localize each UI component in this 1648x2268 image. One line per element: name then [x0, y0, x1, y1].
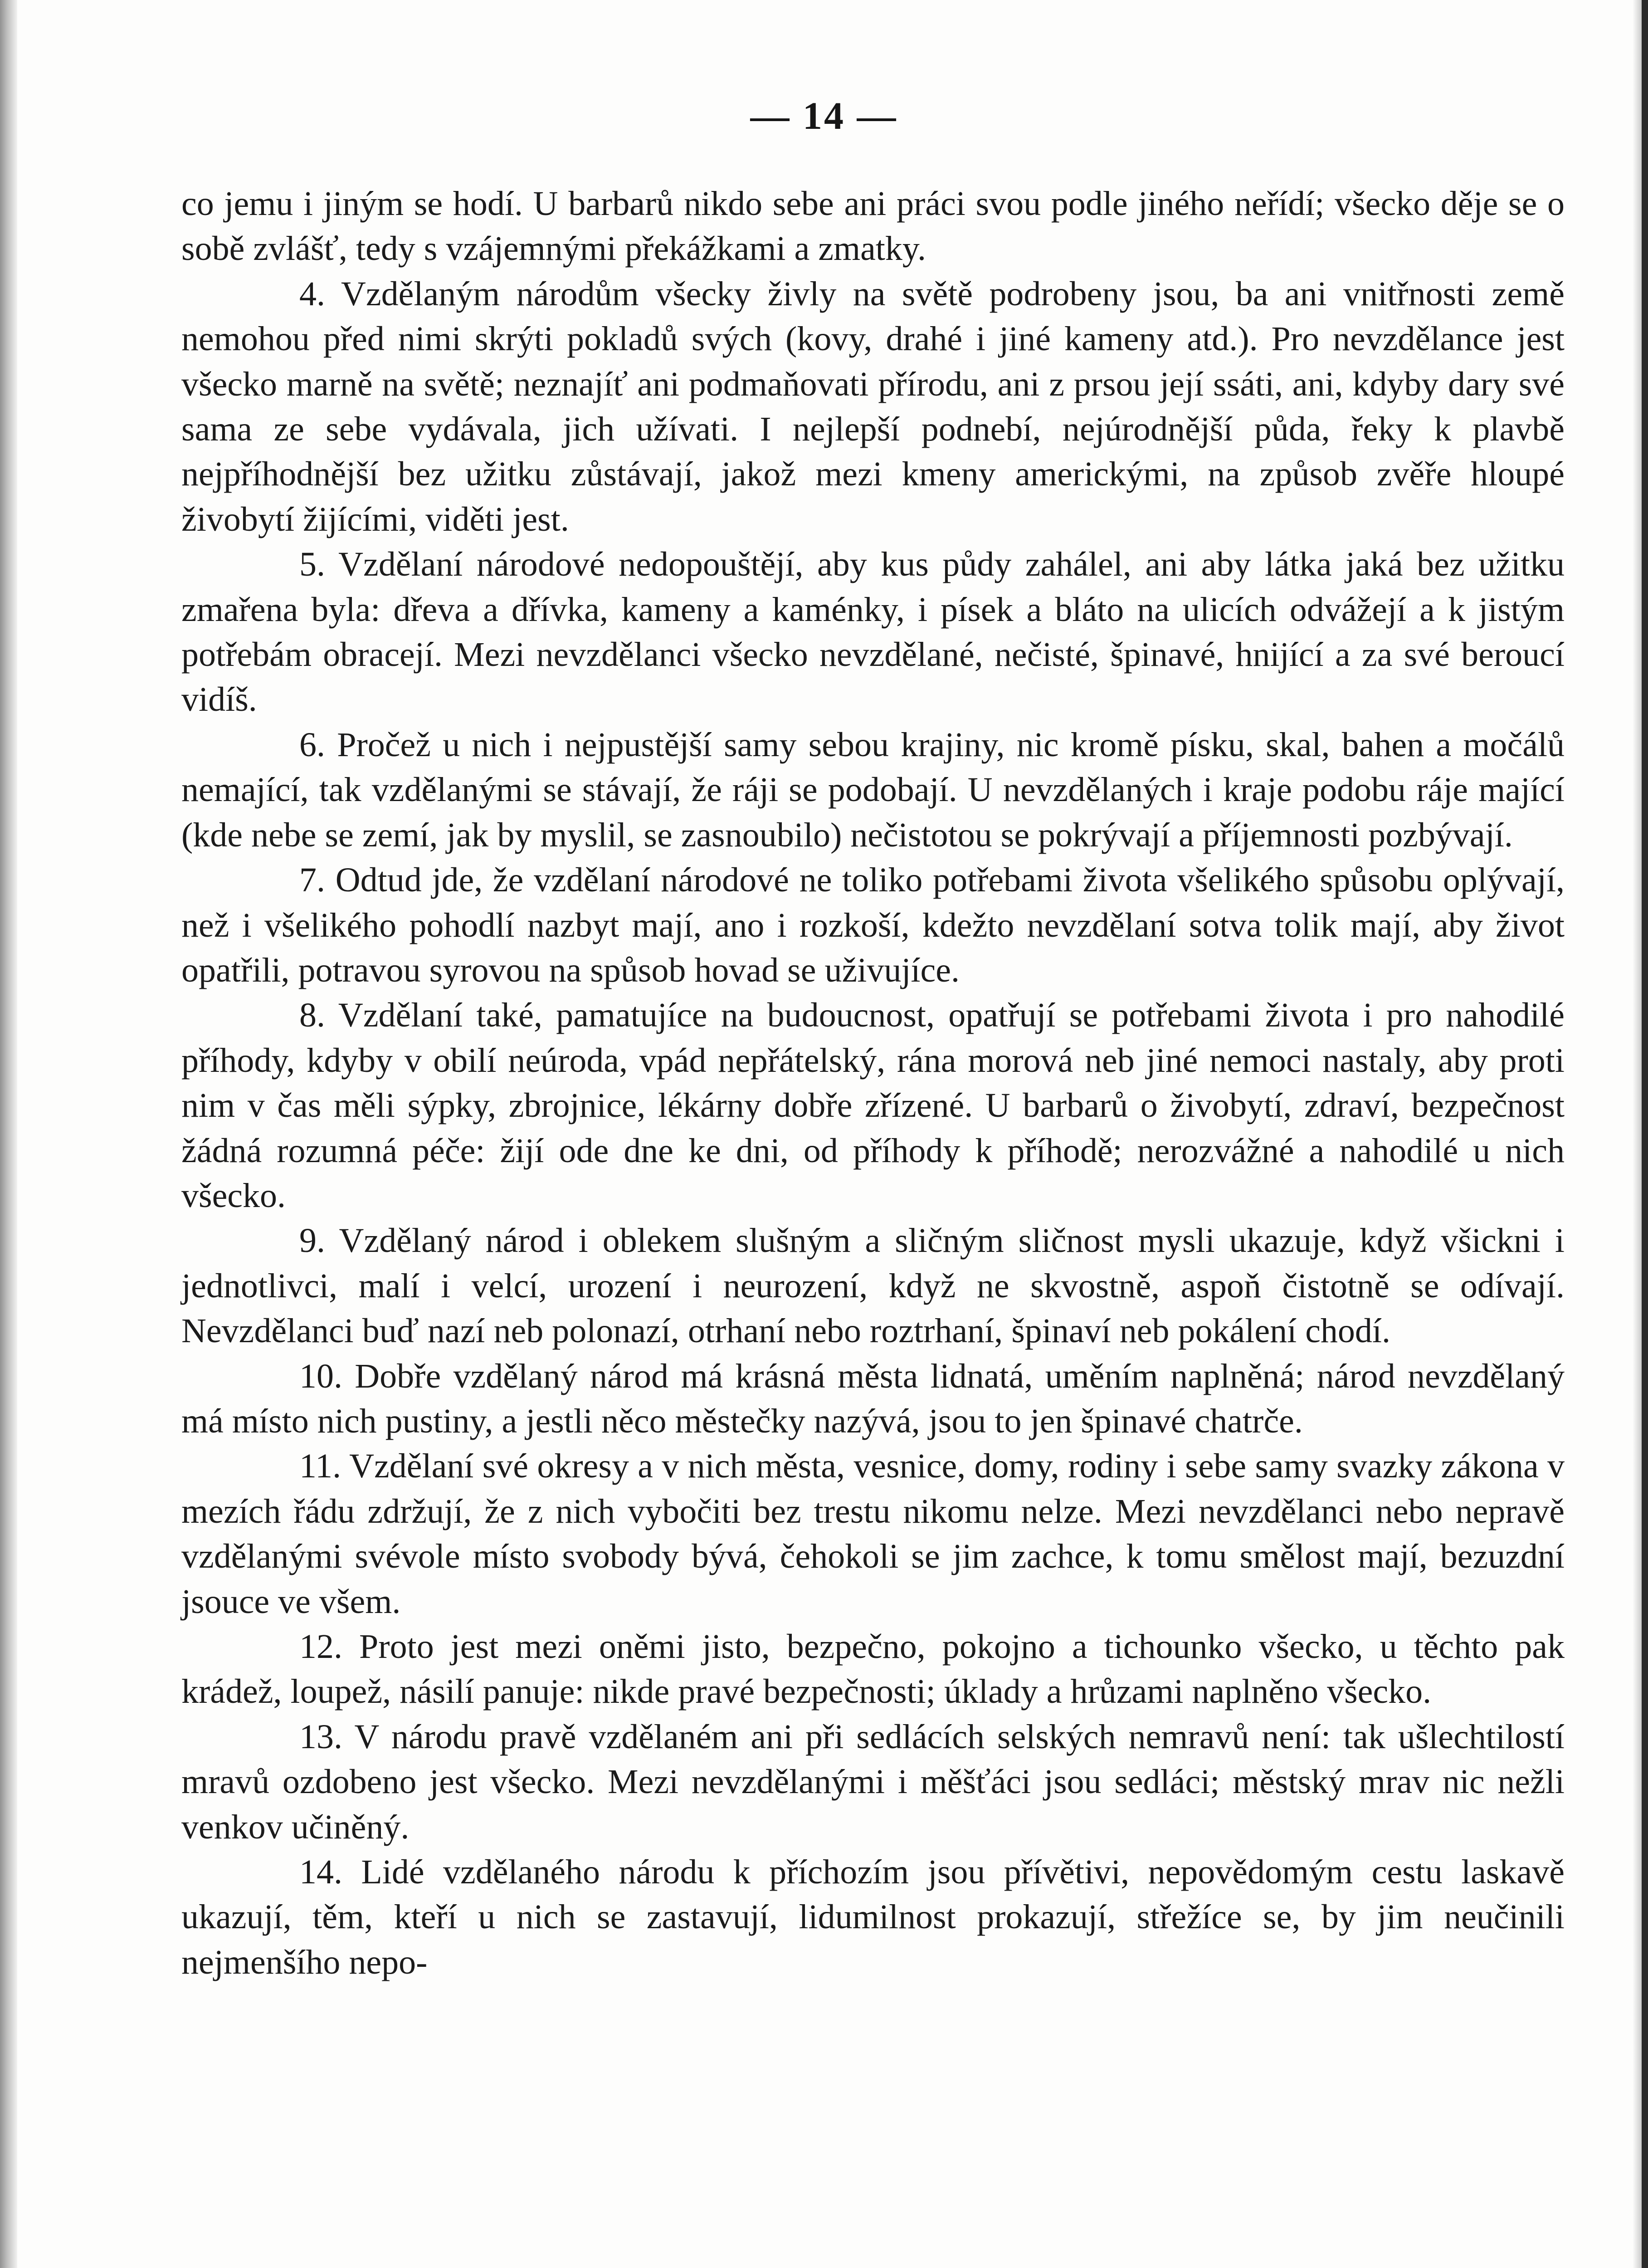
- paragraph-4: [181, 272, 1565, 542]
- page-right-edge-border: [1642, 0, 1648, 2268]
- paragraph-7: [181, 858, 1565, 993]
- paragraph-number: 8.: [299, 996, 325, 1035]
- paragraph-number: 14.: [299, 1853, 342, 1892]
- paragraph-text: Lidé vzdělaného národu k příchozím jsou přívětivi, nepovědomým cestu laskavě ukazují, těm, kteří u nich se zastavují, lidumilnost prokazují, střežíce se, by jim neučinili nejmenšího nepo-: [181, 1853, 1565, 1981]
- paragraph-10: [181, 1354, 1565, 1444]
- paragraph-9: [181, 1218, 1565, 1354]
- paragraph-11: [181, 1444, 1565, 1624]
- paragraph-number: 7.: [299, 861, 325, 899]
- paragraph-12: [181, 1624, 1565, 1715]
- paragraph-number: 12.: [299, 1628, 342, 1666]
- paragraph-13: [181, 1715, 1565, 1850]
- paragraph-text: Vzdělaní také, pamatujíce na budoucnost, opatřují se potřebami života i pro nahodilé příhody, kdyby v obilí neúroda, vpád nepřátelský, rána morová neb jiné nemoci nastaly, aby proti nim v čas měli sýpky, zbrojnice, lékárny dobře zřízené. U barbarů o živobytí, zdraví, bezpečnost žádná rozumná péče: žijí ode dne ke dni, od příhody k příhodě; nerozvážné a nahodilé u nich všecko.: [181, 996, 1565, 1215]
- page-number: — 14 —: [750, 94, 898, 137]
- paragraph-number: 10.: [299, 1357, 342, 1395]
- paragraph-text: Vzdělaný národ i oblekem slušným a sličným sličnost mysli ukazuje, když všickni i jednotlivci, malí i velcí, urození i neurození, když ne skvostně, aspoň čistotně se odívají. Nevzdělanci buď nazí neb polonazí, otrhaní nebo roztrhaní, špinaví neb pokálení chodí.: [181, 1222, 1565, 1350]
- paragraph-continuation: [181, 181, 1565, 272]
- paragraph-number: 9.: [299, 1222, 325, 1260]
- paragraph-8: [181, 993, 1565, 1218]
- page-left-binding-shadow: [0, 0, 17, 2268]
- paragraph-number: 4.: [299, 274, 325, 313]
- paragraph-14: [181, 1850, 1565, 1985]
- paragraph-text: Dobře vzdělaný národ má krásná města lidnatá, uměním naplněná; národ nevzdělaný má místo nich pustiny, a jestli něco městečky nazývá, jsou to jen špinavé chatrče.: [181, 1357, 1565, 1440]
- paragraph-text: Pročež u nich i nejpustější samy sebou krajiny, nic kromě písku, skal, bahen a močálů nemající, tak vzdělanými se stávají, že ráji se podobají. U nevzdělaných i kraje podobu ráje mající (kde nebe se zemí, jak by myslil, se zasnoubilo) nečistotou se pokrývají a příjemnosti pozbývají.: [181, 725, 1565, 854]
- paragraph-number: 5.: [299, 545, 325, 584]
- paragraph-text: Proto jest mezi oněmi jisto, bezpečno, pokojno a tichounko všecko, u těchto pak krádež, loupež, násilí panuje: nikde pravé bezpečnosti; úklady a hrůzami naplněno všecko.: [181, 1628, 1565, 1711]
- page-body-text: [181, 181, 1565, 1985]
- paragraph-text: co jemu i jiným se hodí. U barbarů nikdo sebe ani práci svou podle jiného neřídí; všecko děje se o sobě zvlášť, tedy s vzájemnými překážkami a zmatky.: [181, 185, 1565, 268]
- paragraph-text: Odtud jde, že vzdělaní národové ne toliko potřebami života všelikého spůsobu oplývají, než i všelikého pohodlí nazbyt mají, ano i rozkoší, kdežto nevzdělaní sotva tolik mají, aby život opatřili, potravou syrovou na spůsob hovad se uživujíce.: [181, 861, 1565, 989]
- paragraph-text: Vzdělaným národům všecky živly na světě podrobeny jsou, ba ani vnitřnosti země nemohou před nimi skrýti pokladů svých (kovy, drahé i jiné kameny atd.). Pro nevzdělance jest všecko marně na světě; neznajíť ani podmaňovati přírodu, ani z prsou její ssáti, ani, kdyby dary své sama ze sebe vydávala, jich užívati. I nejlepší podnebí, nejúrodnější půda, řeky k plavbě nejpříhodnější bez užitku zůstávají, jakož mezi kmeny americkými, na způsob zvěře hloupé živobytí žijícími, viděti jest.: [181, 274, 1565, 538]
- paragraph-text: Vzdělaní národové nedopouštějí, aby kus půdy zahálel, ani aby látka jaká bez užitku zmařena byla: dřeva a dřívka, kameny a kaménky, i písek a bláto na ulicích odvážejí a k jistým potřebám obracejí. Mezi nevzdělanci všecko nevzdělané, nečisté, špinavé, hnijící a za své beroucí vidíš.: [181, 545, 1565, 719]
- paragraph-number: 11.: [299, 1447, 341, 1486]
- paragraph-text: V národu pravě vzdělaném ani při sedlácích selských nemravů není: tak ušlechtilostí mravů ozdobeno jest všecko. Mezi nevzdělanými i měšťáci jsou sedláci; městský mrav nic nežli venkov učiněný.: [181, 1717, 1565, 1846]
- page-right-edge-shadow: [1633, 0, 1642, 2268]
- paragraph-number: 6.: [299, 725, 325, 764]
- paragraph-5: [181, 542, 1565, 723]
- paragraph-6: [181, 723, 1565, 858]
- paragraph-text: Vzdělaní své okresy a v nich města, vesnice, domy, rodiny i sebe samy svazky zákona v mezích řádu zdržují, že z nich vybočiti bez trestu nikomu nelze. Mezi nevzdělanci nebo nepravě vzdělanými svévole místo svobody bývá, čehokoli se jim zachce, k tomu smělost mají, bezuzdní jsouce ve všem.: [181, 1447, 1565, 1621]
- paragraph-number: 13.: [299, 1717, 342, 1756]
